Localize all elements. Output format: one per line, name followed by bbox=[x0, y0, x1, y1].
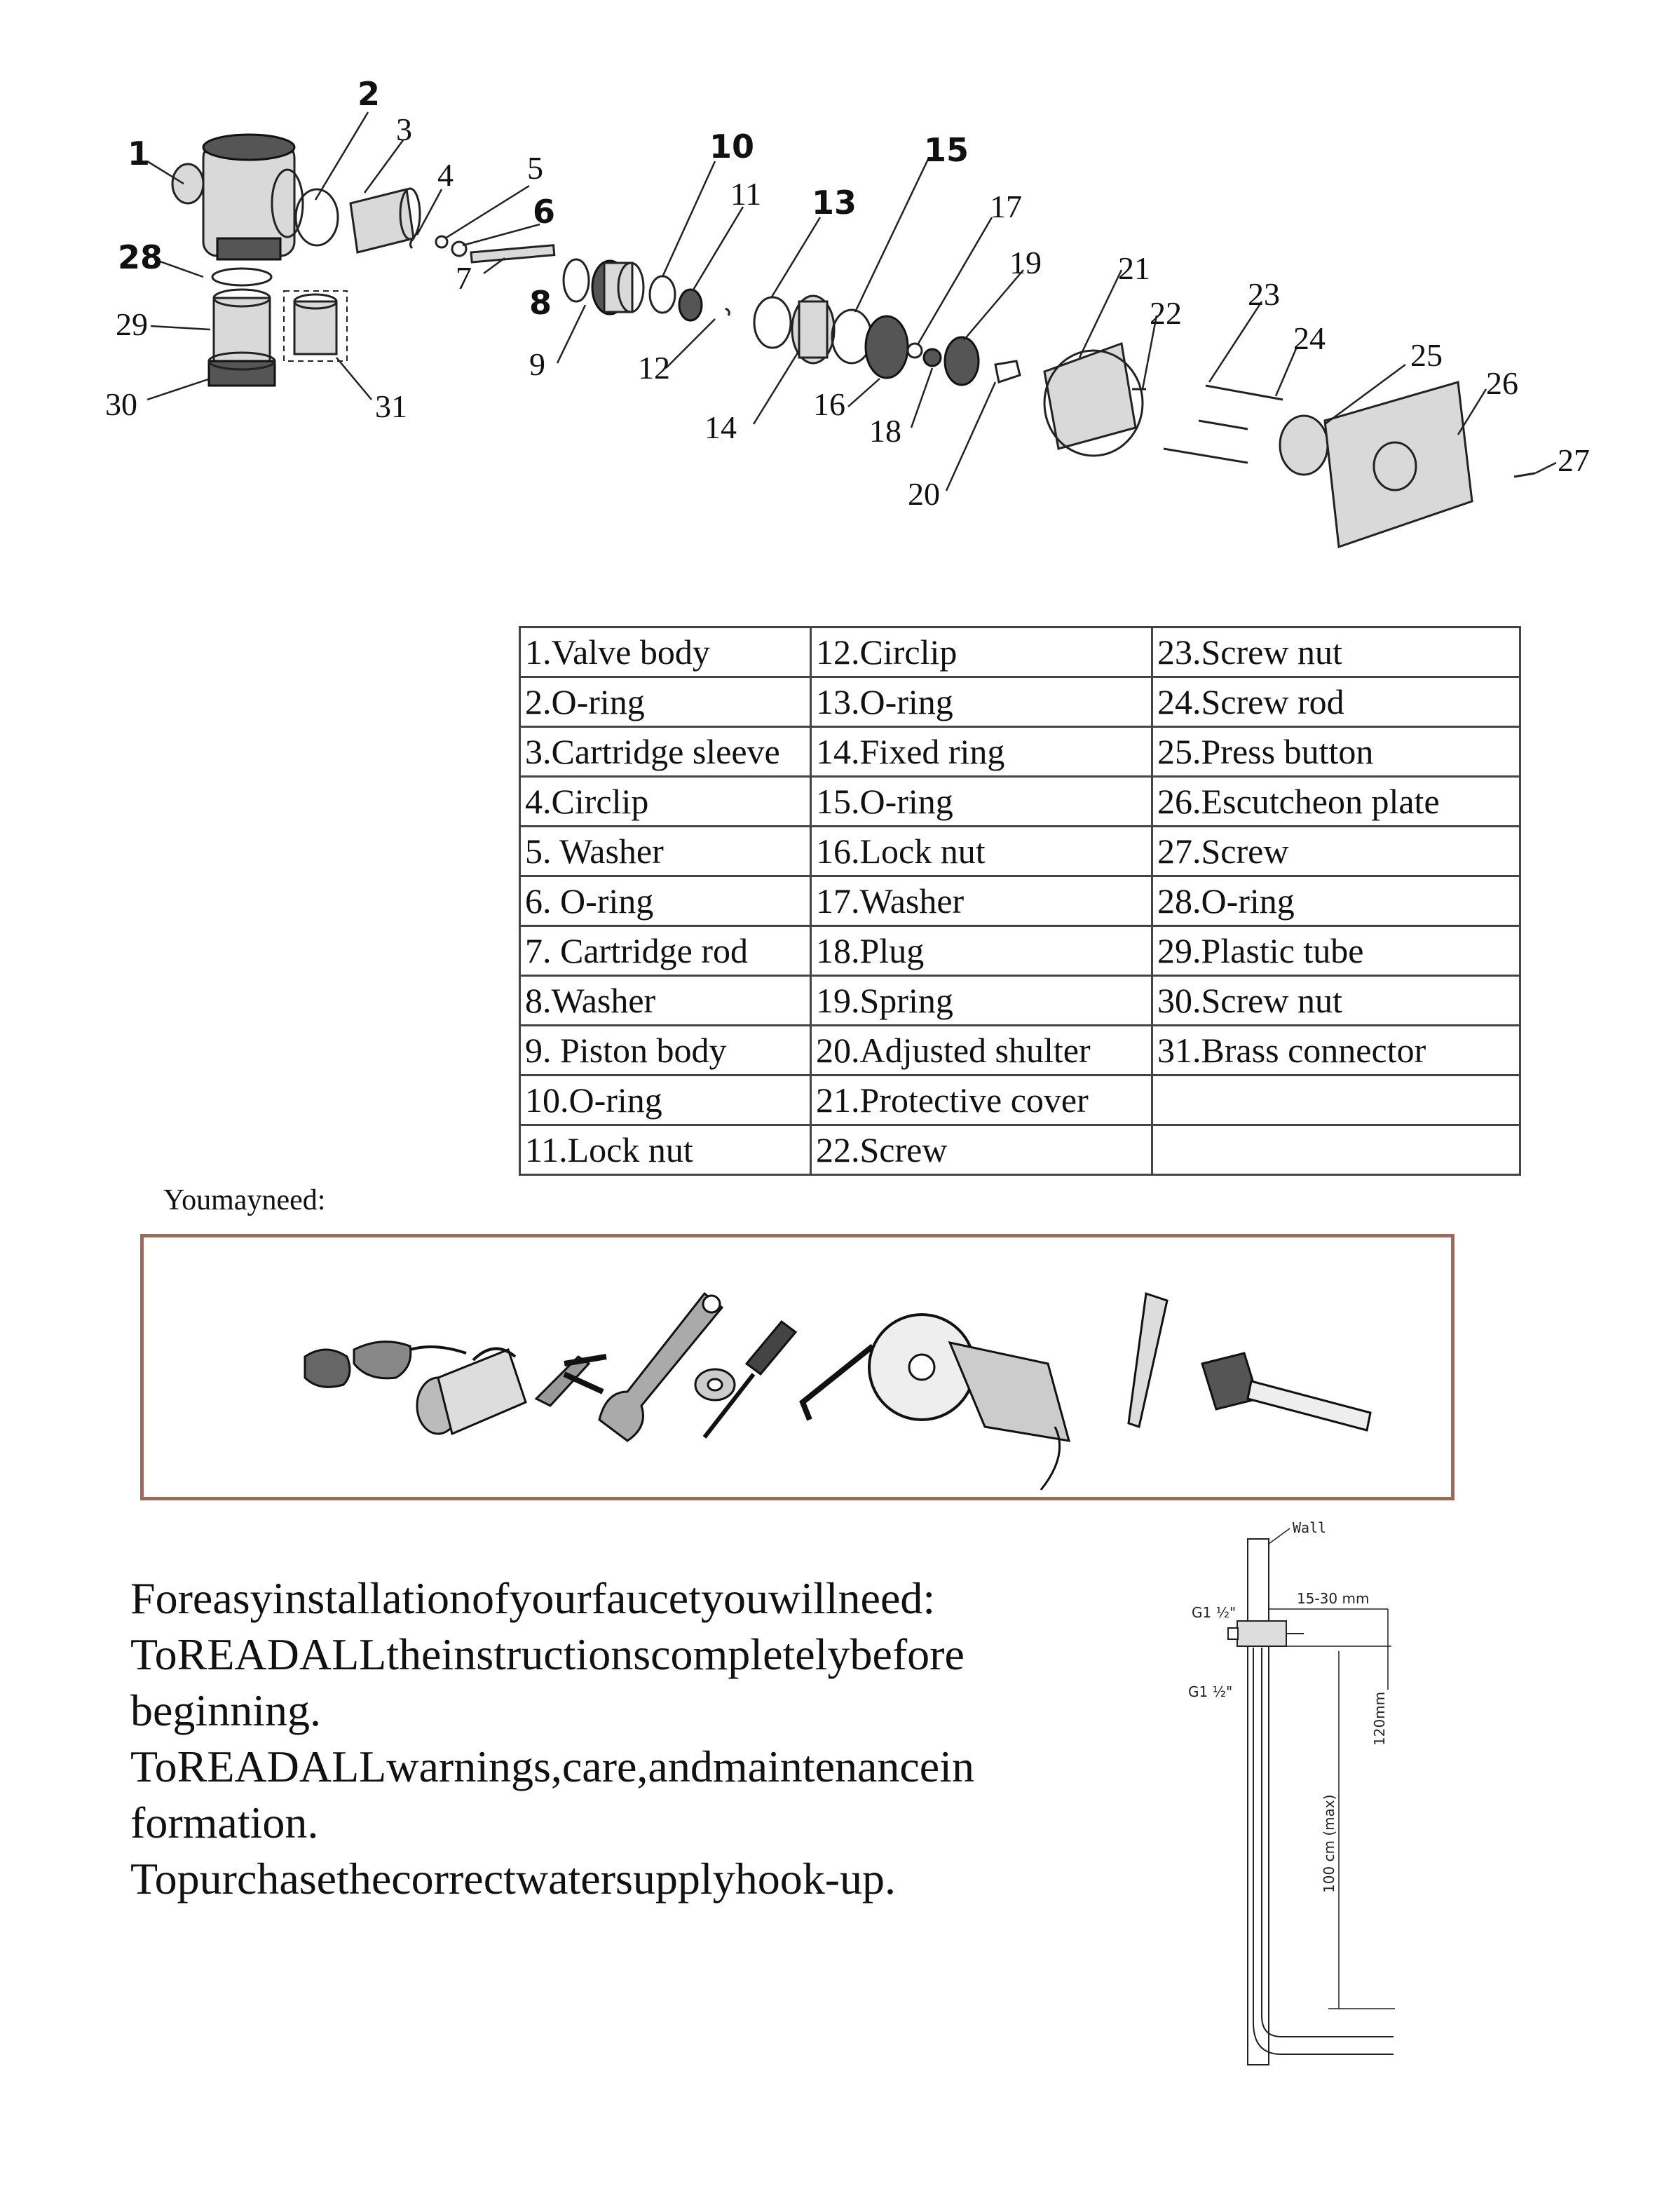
angle-grinder-icon bbox=[869, 1315, 1069, 1490]
protective-cover-drawing bbox=[1044, 344, 1143, 456]
tools-box bbox=[140, 1234, 1455, 1500]
depth-dimension-label: 15-30 mm bbox=[1297, 1590, 1370, 1607]
table-cell: 25.Press button bbox=[1152, 727, 1520, 777]
table-cell: 3.Cartridge sleeve bbox=[520, 727, 811, 777]
table-cell: 24.Screw rod bbox=[1152, 677, 1520, 727]
hex-key-icon bbox=[803, 1346, 873, 1420]
callout-19: 19 bbox=[1009, 245, 1042, 280]
callout-25: 25 bbox=[1410, 337, 1443, 373]
callout-30: 30 bbox=[105, 386, 137, 422]
table-cell bbox=[1152, 1125, 1520, 1175]
callout-6: 6 bbox=[533, 193, 556, 231]
brass-connector-drawing bbox=[294, 294, 336, 354]
callout-5: 5 bbox=[527, 150, 543, 186]
instruction-line-2: ToREADALLtheinstructionscompletelybeforebeginning. bbox=[130, 1629, 965, 1735]
table-cell: 7. Cartridge rod bbox=[520, 926, 811, 976]
callout-3: 3 bbox=[396, 111, 412, 147]
callout-28: 28 bbox=[118, 238, 163, 276]
callout-15: 15 bbox=[924, 131, 969, 169]
table-cell: 17.Washer bbox=[811, 876, 1152, 926]
instruction-line-1: Foreasyinstallationofyourfaucetyouwillneed: bbox=[130, 1573, 936, 1623]
thread-top-label: G1 ½" bbox=[1192, 1604, 1237, 1621]
callout-24: 24 bbox=[1293, 320, 1326, 356]
table-row bbox=[520, 677, 1520, 727]
table-cell: 22.Screw bbox=[811, 1125, 1152, 1175]
callout-21: 21 bbox=[1118, 250, 1150, 286]
table-cell: 28.O-ring bbox=[1152, 876, 1520, 926]
installation-requirements bbox=[130, 1570, 979, 1907]
parts-list-table bbox=[519, 626, 1521, 1176]
pliers-icon bbox=[536, 1357, 606, 1406]
callout-22: 22 bbox=[1150, 295, 1182, 331]
table-row bbox=[520, 1125, 1520, 1175]
table-cell: 15.O-ring bbox=[811, 777, 1152, 827]
callout-4: 4 bbox=[437, 157, 454, 193]
table-row bbox=[520, 1026, 1520, 1076]
callout-2: 2 bbox=[357, 75, 381, 113]
callout-10: 10 bbox=[709, 128, 755, 165]
table-cell: 9. Piston body bbox=[520, 1026, 811, 1076]
callout-9: 9 bbox=[529, 346, 545, 382]
instruction-line-3: ToREADALLwarnings,care,andmaintenanceinformation. bbox=[130, 1742, 974, 1847]
plumbers-tape-icon bbox=[695, 1369, 735, 1400]
callout-20: 20 bbox=[908, 476, 940, 512]
plastic-tube-drawing bbox=[214, 290, 270, 361]
table-cell: 13.O-ring bbox=[811, 677, 1152, 727]
table-row bbox=[520, 777, 1520, 827]
table-row bbox=[520, 827, 1520, 876]
installation-dimension-diagram bbox=[1157, 1521, 1437, 2068]
callout-13: 13 bbox=[812, 184, 857, 222]
tools-label: Youmayneed: bbox=[163, 1184, 326, 1216]
callout-18: 18 bbox=[869, 413, 901, 449]
height-dimension-label: 120mm bbox=[1371, 1691, 1388, 1746]
table-cell: 4.Circlip bbox=[520, 777, 811, 827]
table-row bbox=[520, 876, 1520, 926]
callout-16: 16 bbox=[813, 386, 845, 422]
callout-26: 26 bbox=[1486, 365, 1518, 401]
hammer-icon bbox=[1202, 1353, 1370, 1430]
callout-1: 1 bbox=[128, 135, 151, 172]
table-cell: 14.Fixed ring bbox=[811, 727, 1152, 777]
table-cell: 26.Escutcheon plate bbox=[1152, 777, 1520, 827]
table-cell: 12.Circlip bbox=[811, 627, 1152, 677]
callout-14: 14 bbox=[704, 409, 737, 445]
table-row bbox=[520, 627, 1520, 677]
callout-11: 11 bbox=[730, 176, 762, 212]
table-cell: 23.Screw nut bbox=[1152, 627, 1520, 677]
wall-drawing bbox=[1248, 1539, 1269, 2065]
table-cell: 2.O-ring bbox=[520, 677, 811, 727]
table-cell: 18.Plug bbox=[811, 926, 1152, 976]
table-cell: 19.Spring bbox=[811, 976, 1152, 1026]
callout-31: 31 bbox=[375, 388, 407, 424]
table-row bbox=[520, 976, 1520, 1026]
callout-8: 8 bbox=[529, 284, 552, 322]
flashlight-icon bbox=[417, 1349, 526, 1434]
table-row bbox=[520, 926, 1520, 976]
table-cell: 30.Screw nut bbox=[1152, 976, 1520, 1026]
table-cell: 6. O-ring bbox=[520, 876, 811, 926]
callout-23: 23 bbox=[1248, 276, 1280, 312]
table-cell bbox=[1152, 1076, 1520, 1125]
callout-27: 27 bbox=[1558, 442, 1590, 478]
table-cell: 29.Plastic tube bbox=[1152, 926, 1520, 976]
table-row bbox=[520, 1076, 1520, 1125]
max-height-label: 100 cm (max) bbox=[1321, 1794, 1337, 1893]
piston-body-drawing bbox=[592, 261, 643, 314]
chisel-icon bbox=[1129, 1294, 1167, 1427]
table-cell: 5. Washer bbox=[520, 827, 811, 876]
wall-label: Wall bbox=[1293, 1521, 1327, 1536]
adjustable-wrench-icon bbox=[599, 1294, 722, 1441]
table-cell: 10.O-ring bbox=[520, 1076, 811, 1125]
valve-body-drawing bbox=[172, 135, 303, 259]
thread-bottom-label: G1 ½" bbox=[1188, 1683, 1233, 1700]
callout-29: 29 bbox=[116, 306, 148, 342]
table-cell: 31.Brass connector bbox=[1152, 1026, 1520, 1076]
table-cell: 20.Adjusted shulter bbox=[811, 1026, 1152, 1076]
valve-drawing bbox=[1237, 1621, 1286, 1646]
cartridge-rod-drawing bbox=[471, 245, 554, 262]
table-cell: 8.Washer bbox=[520, 976, 811, 1026]
table-cell: 27.Screw bbox=[1152, 827, 1520, 876]
table-row bbox=[520, 727, 1520, 777]
callout-17: 17 bbox=[990, 189, 1022, 224]
callout-7: 7 bbox=[456, 260, 472, 296]
callout-12: 12 bbox=[638, 350, 670, 386]
table-cell: 1.Valve body bbox=[520, 627, 811, 677]
table-cell: 16.Lock nut bbox=[811, 827, 1152, 876]
instruction-line-4: Topurchasethecorrectwatersupplyhook-up. bbox=[130, 1854, 896, 1904]
exploded-parts-diagram bbox=[0, 0, 1669, 589]
table-cell: 11.Lock nut bbox=[520, 1125, 811, 1175]
table-cell: 21.Protective cover bbox=[811, 1076, 1152, 1125]
